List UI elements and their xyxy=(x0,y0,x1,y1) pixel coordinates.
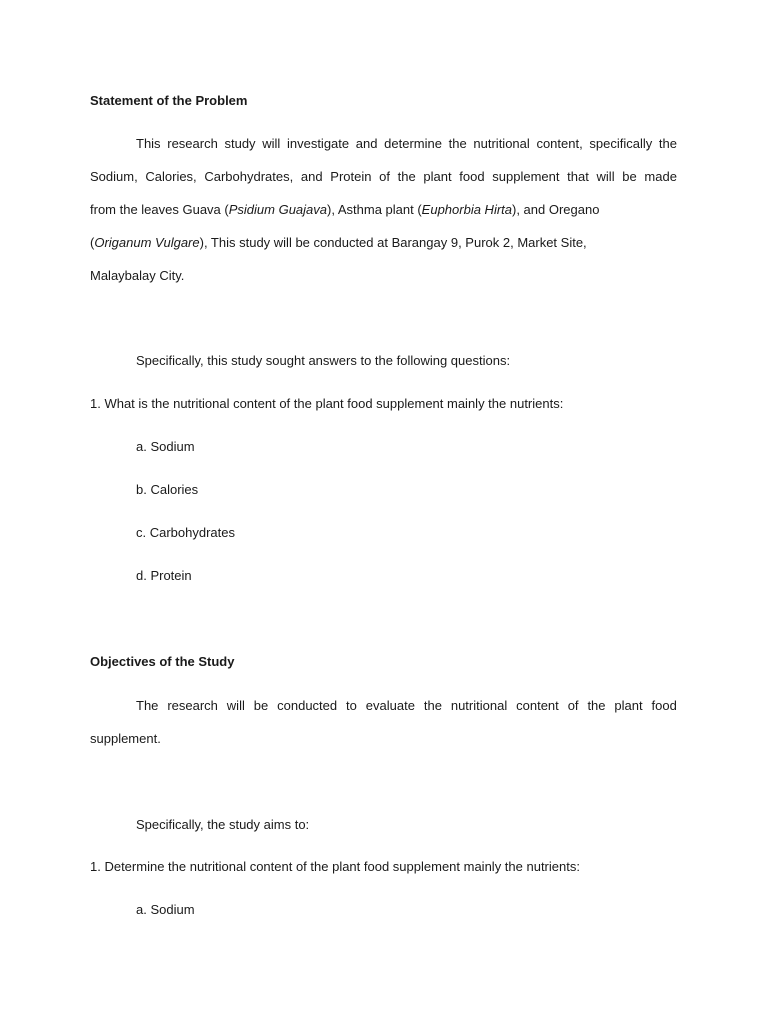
objectives-para-line-1-word: research xyxy=(167,698,218,713)
problem-para-line-1-word: the xyxy=(658,136,677,151)
aim-1: 1. Determine the nutritional content of the plant food supplement mainly the nutrients: xyxy=(90,859,580,874)
problem-para-line-2-word: of xyxy=(379,169,390,184)
problem-para-line-3-seg: from the leaves Guava (Psidium Guajava), Asthma plant (Euphorbia Hirta), and Oregano xyxy=(90,202,600,217)
problem-para-line-1-word: specifically xyxy=(589,136,653,151)
guava-scientific-name: Psidium Guajava xyxy=(228,202,328,217)
questions-intro: Specifically, this study sought answers to the following questions: xyxy=(136,353,511,368)
question-item-b: b. Calories xyxy=(136,482,199,497)
question-1: 1. What is the nutritional content of the plant food supplement mainly the nutrients: xyxy=(90,396,564,411)
objectives-para-line-1 xyxy=(136,698,677,714)
objectives-para-line-1-word: plant xyxy=(614,698,643,713)
objectives-para-line-1-word: the xyxy=(587,698,606,713)
aims-intro: Specifically, the study aims to: xyxy=(136,817,310,832)
objectives-para-line-1-word: will xyxy=(226,698,245,713)
problem-para-line-1-word: study xyxy=(224,136,256,151)
objectives-para-line-1-word: The xyxy=(136,698,159,713)
problem-para-line-2-word: Carbohydrates, xyxy=(204,169,294,184)
asthma-plant-scientific-name: Euphorbia Hirta xyxy=(421,202,512,217)
problem-para-line-2-word: that xyxy=(567,169,589,184)
problem-para-line-5: Malaybalay City. xyxy=(90,268,185,283)
problem-para-line-2-word: Protein xyxy=(330,169,372,184)
oregano-scientific-name: Origanum Vulgare xyxy=(94,235,200,250)
problem-para-line-2-word: will xyxy=(596,169,615,184)
objectives-para-line-1-word: conducted xyxy=(277,698,338,713)
aim-item-a: a. Sodium xyxy=(136,902,195,917)
problem-para-line-1-word: research xyxy=(167,136,218,151)
problem-para-line-2-word: food xyxy=(459,169,485,184)
problem-para-line-2-word: plant xyxy=(423,169,452,184)
question-item-c: c. Carbohydrates xyxy=(136,525,235,540)
problem-para-line-2 xyxy=(90,169,677,185)
problem-para-line-4: (Origanum Vulgare), This study will be conducted at Barangay 9, Purok 2, Market Site, xyxy=(90,235,587,250)
objectives-para-line-2: supplement. xyxy=(90,731,161,746)
problem-para-line-2-word: and xyxy=(300,169,323,184)
problem-para-line-1-word: investigate xyxy=(286,136,350,151)
problem-para-line-3 xyxy=(90,202,677,218)
objectives-para-line-1-word: nutritional xyxy=(450,698,508,713)
problem-para-line-1-word: nutritional xyxy=(473,136,530,151)
objectives-para-line-1-word: content xyxy=(516,698,559,713)
objectives-para-line-1-word: the xyxy=(423,698,442,713)
problem-para-line-1-word: and xyxy=(355,136,378,151)
problem-para-line-2-word: the xyxy=(397,169,416,184)
question-item-d: d. Protein xyxy=(136,568,192,583)
problem-para-line-2-word: supplement xyxy=(492,169,560,184)
problem-para-line-1-word: This xyxy=(136,136,161,151)
objectives-para-line-1-word: of xyxy=(567,698,579,713)
problem-para-line-1-word: determine xyxy=(384,136,442,151)
problem-para-line-2-word: made xyxy=(644,169,677,184)
problem-para-line-1-word: the xyxy=(448,136,467,151)
objectives-para-line-1-word: to xyxy=(346,698,357,713)
problem-para-line-2-word: Calories, xyxy=(145,169,197,184)
problem-para-line-2-word: Sodium, xyxy=(90,169,138,184)
objectives-para-line-1-word: evaluate xyxy=(365,698,415,713)
problem-para-line-1 xyxy=(136,136,677,152)
question-item-a: a. Sodium xyxy=(136,439,195,454)
problem-para-line-1-word: will xyxy=(262,136,281,151)
objectives-para-line-1-word: be xyxy=(253,698,269,713)
objectives-para-line-1-word: food xyxy=(651,698,677,713)
problem-para-line-2-word: be xyxy=(622,169,637,184)
objectives-heading: Objectives of the Study xyxy=(90,654,235,669)
problem-heading: Statement of the Problem xyxy=(90,93,248,108)
problem-para-line-1-word: content, xyxy=(536,136,583,151)
